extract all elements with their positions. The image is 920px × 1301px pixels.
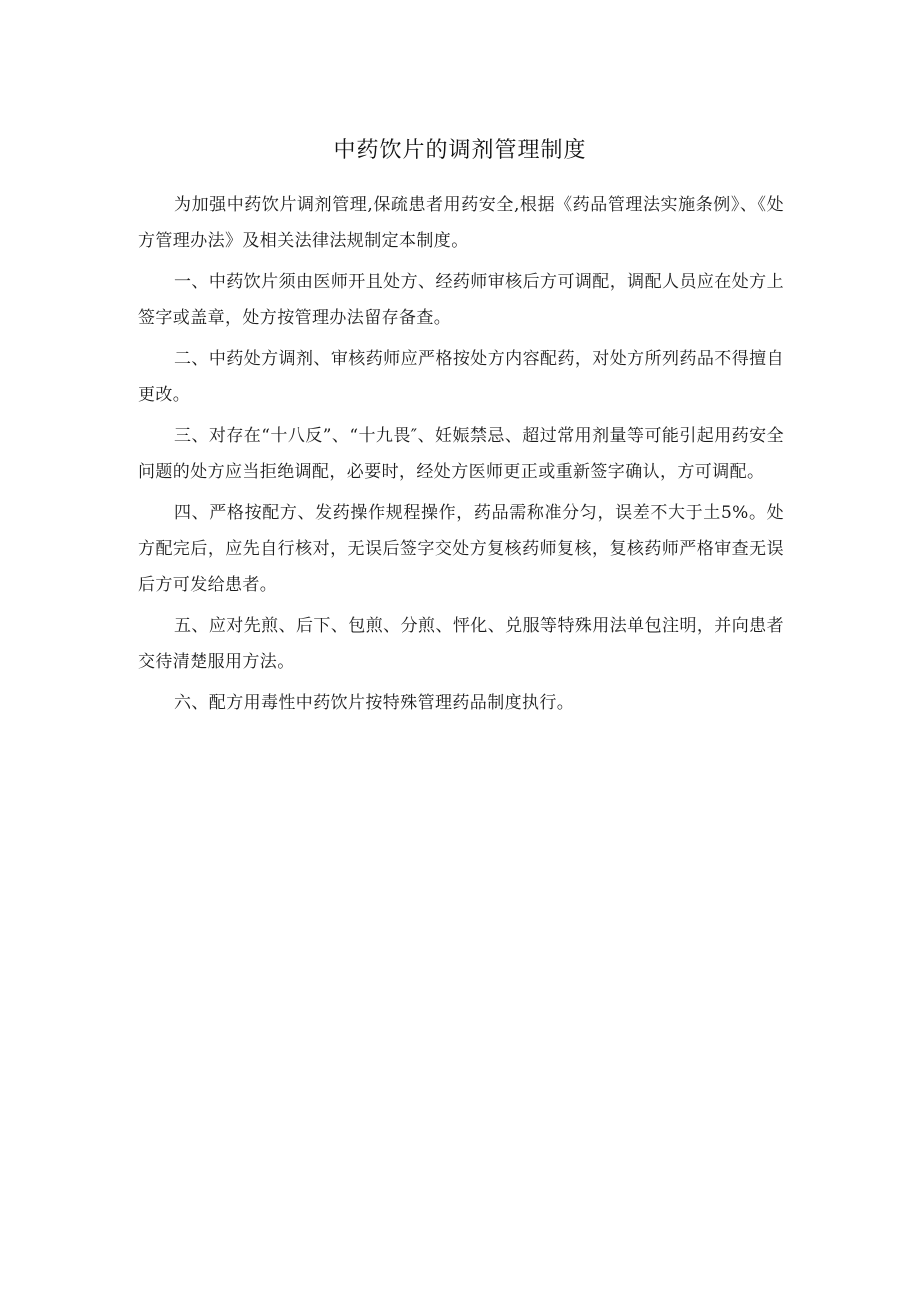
paragraph-intro: 为加强中药饮片调剂管理,保疏患者用药安全,根据《药品管理法实施条例》、《处方管理办法》及相关法律法规制定本制度。 bbox=[138, 195, 784, 251]
paragraph-rule-2: 二、中药处方调剂、审核药师应严格按处方内容配药，对处方所列药品不得擅自更改。 bbox=[138, 349, 784, 405]
paragraph-rule-5: 五、应对先煎、后下、包煎、分煎、怦化、兑服等特殊用法单包注明，并向患者交待清楚服用方法。 bbox=[138, 616, 784, 672]
paragraph-rule-3: 三、对存在“十八反”、“十九畏″、妊娠禁忌、超过常用剂量等可能引起用药安全问题的处方应当拒绝调配，必要时，经处方医师更正或重新签字确认，方可调配。 bbox=[138, 426, 784, 482]
document-body bbox=[138, 187, 784, 726]
paragraph-rule-1: 一、中药饮片须由医师开且处方、经药师审核后方可调配，调配人员应在处方上签字或盖章，处方按管理办法留存备查。 bbox=[138, 272, 784, 328]
paragraph-rule-4: 四、严格按配方、发药操作规程操作，药品需称准分匀，误差不大于土5%。处方配完后，应先自行核对，无误后签字交处方复核药师复核，复核药师严格审查无误后方可发给患者。 bbox=[138, 503, 784, 595]
document-title: 中药饮片的调剂管理制度 bbox=[333, 138, 587, 163]
paragraph-rule-6: 六、配方用毒性中药饮片按特殊管理药品制度执行。 bbox=[174, 693, 575, 713]
